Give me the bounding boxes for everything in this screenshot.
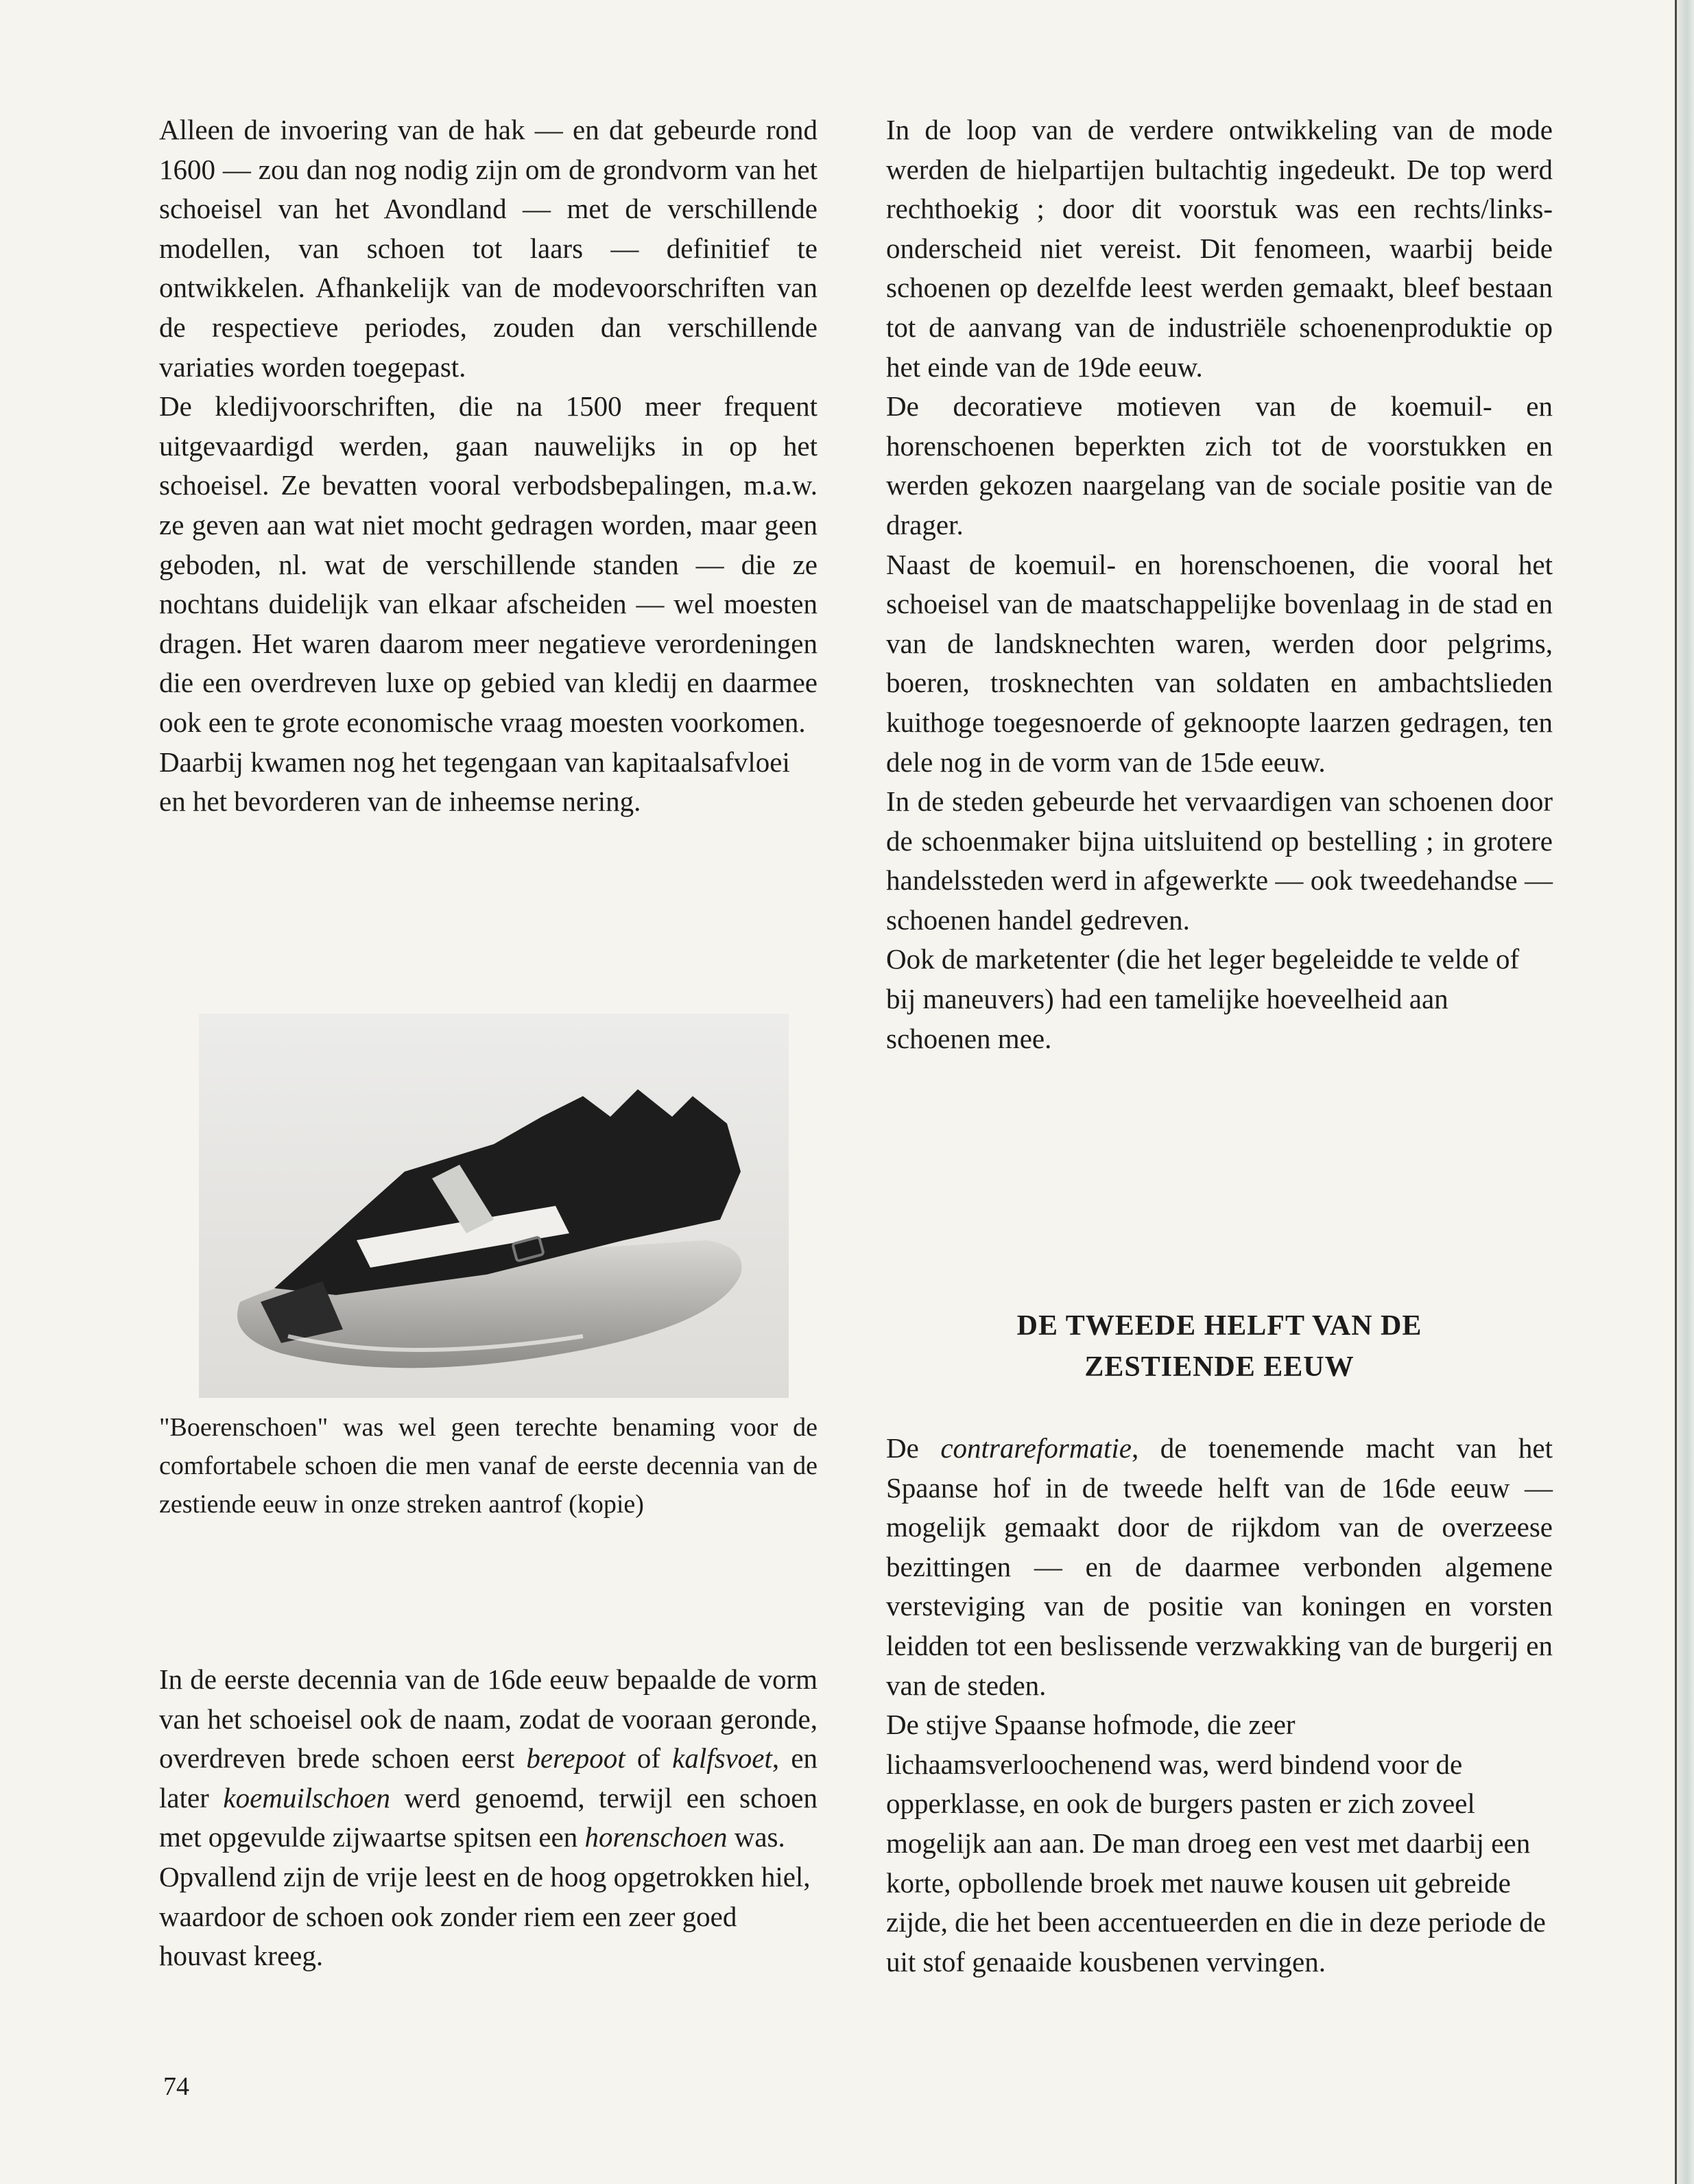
right-column-bottom — [886, 1429, 1553, 1982]
text-run: In de eerste decennia van de 16de eeuw bepaalde de vorm van het schoeisel ook de naam, zodat de vooraan geronde, overdreven brede schoen eerst — [159, 1663, 818, 1774]
heading-line: ZESTIENDE EEUW — [1084, 1351, 1355, 1383]
paragraph: Opvallend zijn de vrije leest en de hoog opgetrokken hiel, waardoor de schoen ook zonder riem een zeer goed houvast kreeg. — [159, 1860, 811, 1972]
text-run: , de toenemende macht van het Spaanse hof in de tweede helft van de 16de eeuw — mogelijk gemaakt door de rijkdom van de overzeese bezittingen — en de daarmee verbonden algemene versteviging van de positie van koningen en vorsten leidden tot een beslissende verzwakking van de burgerij en van de steden. — [886, 1432, 1553, 1701]
italic-term: koemuilschoen — [223, 1781, 391, 1814]
text-run: De — [886, 1432, 941, 1464]
paragraph: In de loop van de verdere ontwikkeling van de mode werden de hielpartijen bultachtig ingedeukt. De top werd rechthoekig ; door dit voorstuk was een rechts/links-onderscheid niet vereist. Dit fenomeen, waarbij beide schoenen op dezelfde leest werden gemaakt, bleef bestaan tot de aanvang van de industriële schoenenproduktie op het einde van de 19de eeuw. — [886, 114, 1553, 383]
paragraph: In de steden gebeurde het vervaardigen van schoenen door de schoenmaker bijna uitsluitend op bestelling ; in grotere handelssteden werd in afgewerkte — ook tweedehandse — schoenen handel gedreven. — [886, 785, 1553, 936]
page-edge — [1676, 0, 1694, 2184]
italic-term: contrareformatie — [940, 1432, 1132, 1464]
left-column-top — [159, 110, 818, 822]
paragraph — [886, 1429, 1553, 1705]
paragraph: Alleen de invoering van de hak — en dat gebeurde rond 1600 — zou dan nog nodig zijn om de grondvorm van het schoeisel van het Avondland — met de verschillende modellen, van schoen tot laars — definitief te ontwikkelen. Afhankelijk van de modevoorschriften van de respectieve periodes, zouden dan verschillende variaties worden toegepast. — [159, 114, 818, 383]
right-column-top — [886, 110, 1553, 1058]
italic-term: kalfsvoet — [672, 1742, 772, 1774]
photo-caption: "Boerenschoen" was wel geen terechte benaming voor de comfortabele schoen die men vanaf de eerste decennia van de zestiende eeuw in onze streken aantrof (kopie) — [159, 1413, 818, 1519]
italic-term: horenschoen — [584, 1821, 728, 1853]
page-edge-line — [1675, 0, 1677, 2184]
text-run: of — [625, 1742, 673, 1774]
text-run: werd genoemd, terwijl een schoen met opgevulde zijwaartse spitsen een — [159, 1781, 818, 1853]
paragraph: De kledijvoorschriften, die na 1500 meer frequent uitgevaardigd werden, gaan nauwelijks in op het schoeisel. Ze bevatten vooral verbodsbepalingen, m.a.w. ze geven aan wat niet mocht gedragen worden, maar geen geboden, nl. wat de verschillende standen — die ze nochtans duidelijk van elkaar afscheiden — wel moesten dragen. Het waren daarom meer negatieve verordeningen die een overdreven luxe op gebied van kledij en daarmee ook een te grote economische vraag moesten voorkomen. — [159, 390, 818, 738]
farmer-shoe-photo — [199, 1014, 789, 1398]
heading-line: DE TWEEDE HELFT VAN DE — [1016, 1310, 1422, 1342]
text-run: , en later — [159, 1742, 818, 1814]
paragraph: De decoratieve motieven van de koemuil- en horenschoenen beperkten zich tot de voorstukken en werden gekozen naargelang van de sociale positie van de drager. — [886, 390, 1553, 541]
paragraph: Daarbij kwamen nog het tegengaan van kapitaalsafvloei en het bevorderen van de inheemse nering. — [159, 746, 790, 818]
paragraph — [159, 1660, 818, 1857]
paragraph: Ook de marketenter (die het leger begeleidde te velde of bij maneuvers) had een tamelijke hoeveelheid aan schoenen mee. — [886, 943, 1520, 1054]
italic-term: berepoot — [526, 1742, 625, 1774]
paragraph: De stijve Spaanse hofmode, die zeer lichaamsverloochenend was, werd bindend voor de opperklasse, en ook de burgers pasten er zich zoveel mogelijk aan aan. De man droeg een vest met daarbij een korte, opbollende broek met nauwe kousen uit gebreide zijde, die het been accentueerden en die in deze periode de uit stof genaaide kousbenen vervingen. — [886, 1709, 1546, 1978]
section-heading — [886, 1305, 1553, 1388]
page-number: 74 — [163, 2072, 189, 2101]
paragraph: Naast de koemuil- en horenschoenen, die vooral het schoeisel van de maatschappelijke bovenlaag in de stad en van de landsknechten waren, werden door pelgrims, boeren, trosknechten van soldaten en ambachtslieden kuithoge toegesnoerde of geknoopte laarzen gedragen, ten dele nog in de vorm van de 15de eeuw. — [886, 548, 1553, 778]
left-column-bottom — [159, 1660, 818, 1976]
text-run: was. — [727, 1821, 785, 1853]
